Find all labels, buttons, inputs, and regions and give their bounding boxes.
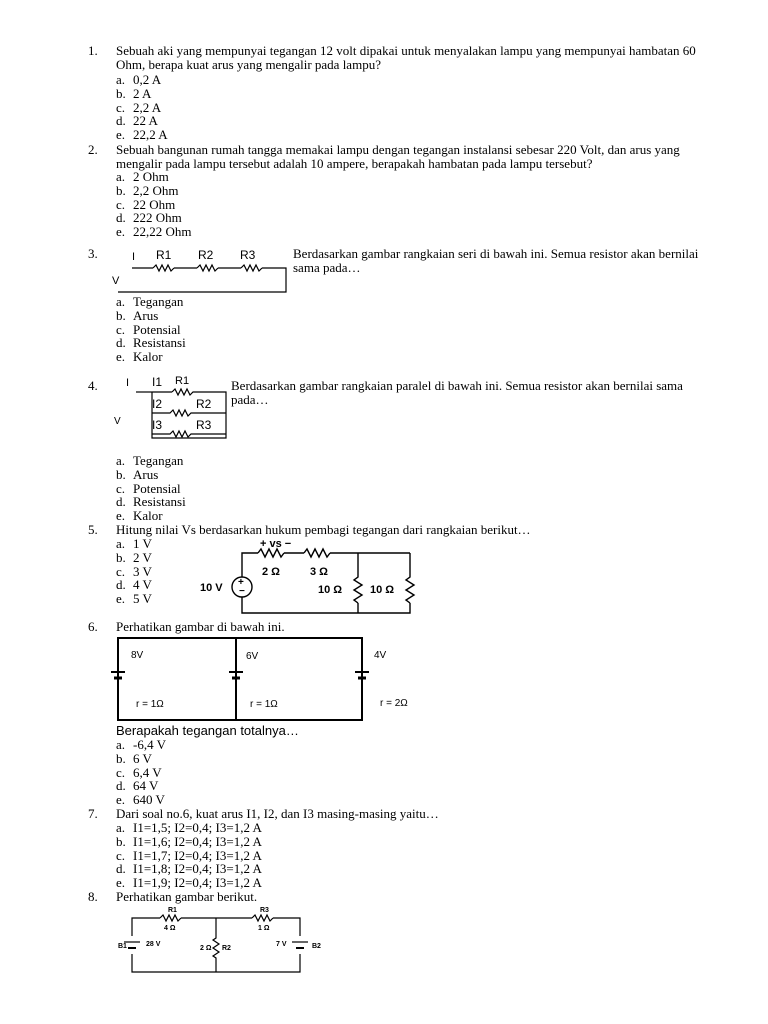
option[interactable]: b. I1=1,6; I2=0,4; I3=1,2 A: [116, 833, 262, 849]
current-label: I: [132, 251, 136, 263]
current-label: I: [126, 377, 130, 389]
i1-label: I1: [152, 375, 163, 389]
resistor-3ohm: [304, 549, 330, 557]
series-circuit-diagram: [110, 246, 290, 294]
r1-label: R1: [156, 248, 172, 262]
r3-label: R3: [240, 248, 256, 262]
question-text-2: Berapakah tegangan totalnya…: [116, 723, 299, 738]
two-battery-circuit-diagram: [118, 906, 328, 978]
option[interactable]: b. Arus: [116, 307, 159, 323]
options-list: [116, 738, 166, 807]
resistor-r1: [160, 915, 181, 921]
resistor-r3: [152, 431, 226, 437]
b2-voltage: 7 V: [276, 941, 287, 948]
option[interactable]: e. 22,22 Ohm: [116, 224, 192, 240]
question-number: 8.: [88, 889, 98, 904]
resistor-10ohm-b: [406, 553, 414, 603]
options-list: [116, 295, 186, 364]
source-label: 10 V: [200, 582, 223, 594]
r2-label: 3 Ω: [310, 566, 328, 578]
option[interactable]: b. Arus: [116, 466, 159, 482]
battery-2-voltage: 6V: [246, 651, 259, 662]
battery-3-resistance: r = 2Ω: [380, 698, 408, 709]
r4-label: 10 Ω: [370, 584, 395, 596]
r2-label: R2: [196, 397, 212, 411]
options-list: [116, 73, 168, 142]
voltage-label: V: [114, 416, 121, 427]
plus-sign: +: [238, 577, 244, 588]
r2-label: R2: [222, 945, 231, 952]
b1-voltage: 28 V: [146, 941, 161, 948]
option[interactable]: e. I1=1,9; I2=0,4; I3=1,2 A: [116, 875, 262, 891]
minus-sign: −: [239, 586, 245, 597]
question-text: Sebuah aki yang mempunyai tegangan 12 volt dipakai untuk menyalakan lampu yang mempunyai hambatan 60 Ohm, berapa kuat arus yang mengalir pada lampu?: [116, 43, 696, 72]
resistor-2ohm: [258, 549, 284, 557]
resistor-10ohm-a: [354, 553, 362, 603]
option[interactable]: b. 2,2 Ohm: [116, 182, 179, 198]
option[interactable]: c. Potensial: [116, 480, 181, 496]
resistor-r2: [213, 918, 219, 972]
question-text: Berdasarkan gambar rangkaian seri di bawah ini. Semua resistor akan bernilai sama pada…: [293, 246, 699, 275]
option[interactable]: d. 64 V: [116, 778, 159, 794]
voltage-label: V: [112, 275, 120, 287]
parallel-circuit-diagram: [110, 372, 230, 442]
r1-value: 4 Ω: [164, 925, 176, 932]
question-text: Perhatikan gambar berikut.: [116, 889, 258, 904]
resistor-r1: [172, 389, 198, 395]
r3-value: 1 Ω: [258, 925, 270, 932]
voltage-divider-diagram: [196, 535, 418, 615]
option[interactable]: b. 2 V: [116, 549, 152, 565]
i2-label: I2: [152, 397, 163, 411]
r1-label: R1: [175, 375, 190, 387]
resistor-r3: [252, 915, 273, 921]
options-list: [116, 170, 192, 239]
option[interactable]: a. I1=1,5; I2=0,4; I3=1,2 A: [116, 820, 262, 835]
option[interactable]: e. Kalor: [116, 349, 163, 365]
question-text: Perhatikan gambar di bawah ini.: [116, 619, 285, 634]
question-number: 1.: [88, 43, 98, 58]
option[interactable]: d. Resistansi: [116, 335, 186, 351]
options-list: [116, 454, 186, 523]
option[interactable]: b. 2 A: [116, 85, 152, 101]
question-number: 6.: [88, 619, 98, 634]
options-list: [116, 821, 262, 890]
option[interactable]: a. 2 Ohm: [116, 169, 169, 184]
question-number: 2.: [88, 142, 98, 157]
question-number: 3.: [88, 246, 98, 261]
option[interactable]: c. 3 V: [116, 563, 152, 579]
option[interactable]: c. 2,2 A: [116, 99, 162, 115]
battery-2-resistance: r = 1Ω: [250, 699, 278, 710]
option[interactable]: d. 222 Ohm: [116, 210, 182, 226]
battery-1-voltage: 8V: [131, 650, 144, 661]
battery-network-diagram: [116, 636, 408, 722]
option[interactable]: e. Kalor: [116, 508, 163, 524]
option[interactable]: d. Resistansi: [116, 494, 186, 510]
r2-value: 2 Ω: [200, 945, 212, 952]
option[interactable]: c. 6,4 V: [116, 764, 162, 780]
question-text: Hitung nilai Vs berdasarkan hukum pembagi tegangan dari rangkaian berikut…: [116, 522, 531, 537]
resistor-r2: [197, 265, 218, 271]
option[interactable]: c. 22 Ohm: [116, 196, 176, 212]
r3-label: R3: [196, 418, 212, 432]
resistor-r3: [241, 265, 262, 271]
option[interactable]: e. 5 V: [116, 591, 152, 607]
question-text: Dari soal no.6, kuat arus I1, I2, dan I3 masing-masing yaitu…: [116, 806, 439, 821]
question-number: 5.: [88, 522, 98, 537]
option[interactable]: a. Tegangan: [116, 294, 184, 309]
option[interactable]: e. 640 V: [116, 792, 165, 808]
question-number: 4.: [88, 378, 98, 393]
option[interactable]: c. I1=1,7; I2=0,4; I3=1,2 A: [116, 847, 262, 863]
option[interactable]: a. Tegangan: [116, 453, 184, 468]
battery-1-resistance: r = 1Ω: [136, 699, 164, 710]
resistor-r2: [152, 410, 226, 416]
battery-3-voltage: 4V: [374, 650, 387, 661]
option[interactable]: c. Potensial: [116, 321, 181, 337]
option[interactable]: d. 22 A: [116, 113, 158, 129]
options-list: [116, 537, 152, 606]
resistor-r1: [153, 265, 174, 271]
b1-label: B1: [118, 943, 127, 950]
question-text: Berdasarkan gambar rangkaian paralel di bawah ini. Semua resistor akan bernilai sama pada…: [231, 378, 683, 407]
r2-label: R2: [198, 248, 214, 262]
r3-label: R3: [260, 907, 269, 914]
option[interactable]: d. 4 V: [116, 577, 152, 593]
question-number: 7.: [88, 806, 98, 821]
r1-label: 2 Ω: [262, 566, 280, 578]
r1-label: R1: [168, 907, 177, 914]
option[interactable]: b. 6 V: [116, 750, 152, 766]
option[interactable]: a. -6,4 V: [116, 737, 166, 752]
option[interactable]: e. 22,2 A: [116, 127, 168, 143]
option[interactable]: d. I1=1,8; I2=0,4; I3=1,2 A: [116, 861, 262, 877]
i3-label: I3: [152, 418, 163, 432]
vs-label: + vs −: [260, 538, 292, 550]
question-text: Sebuah bangunan rumah tangga memakai lampu dengan tegangan instalansi sebesar 220 Volt, dan arus yang mengalir pada lampu tersebut adalah 10 ampere, berapakah hambatan pada lampu tersebut?: [116, 142, 680, 171]
option[interactable]: a. 1 V: [116, 536, 152, 551]
b2-label: B2: [312, 943, 321, 950]
r3-label: 10 Ω: [318, 584, 343, 596]
option[interactable]: a. 0,2 A: [116, 72, 162, 87]
